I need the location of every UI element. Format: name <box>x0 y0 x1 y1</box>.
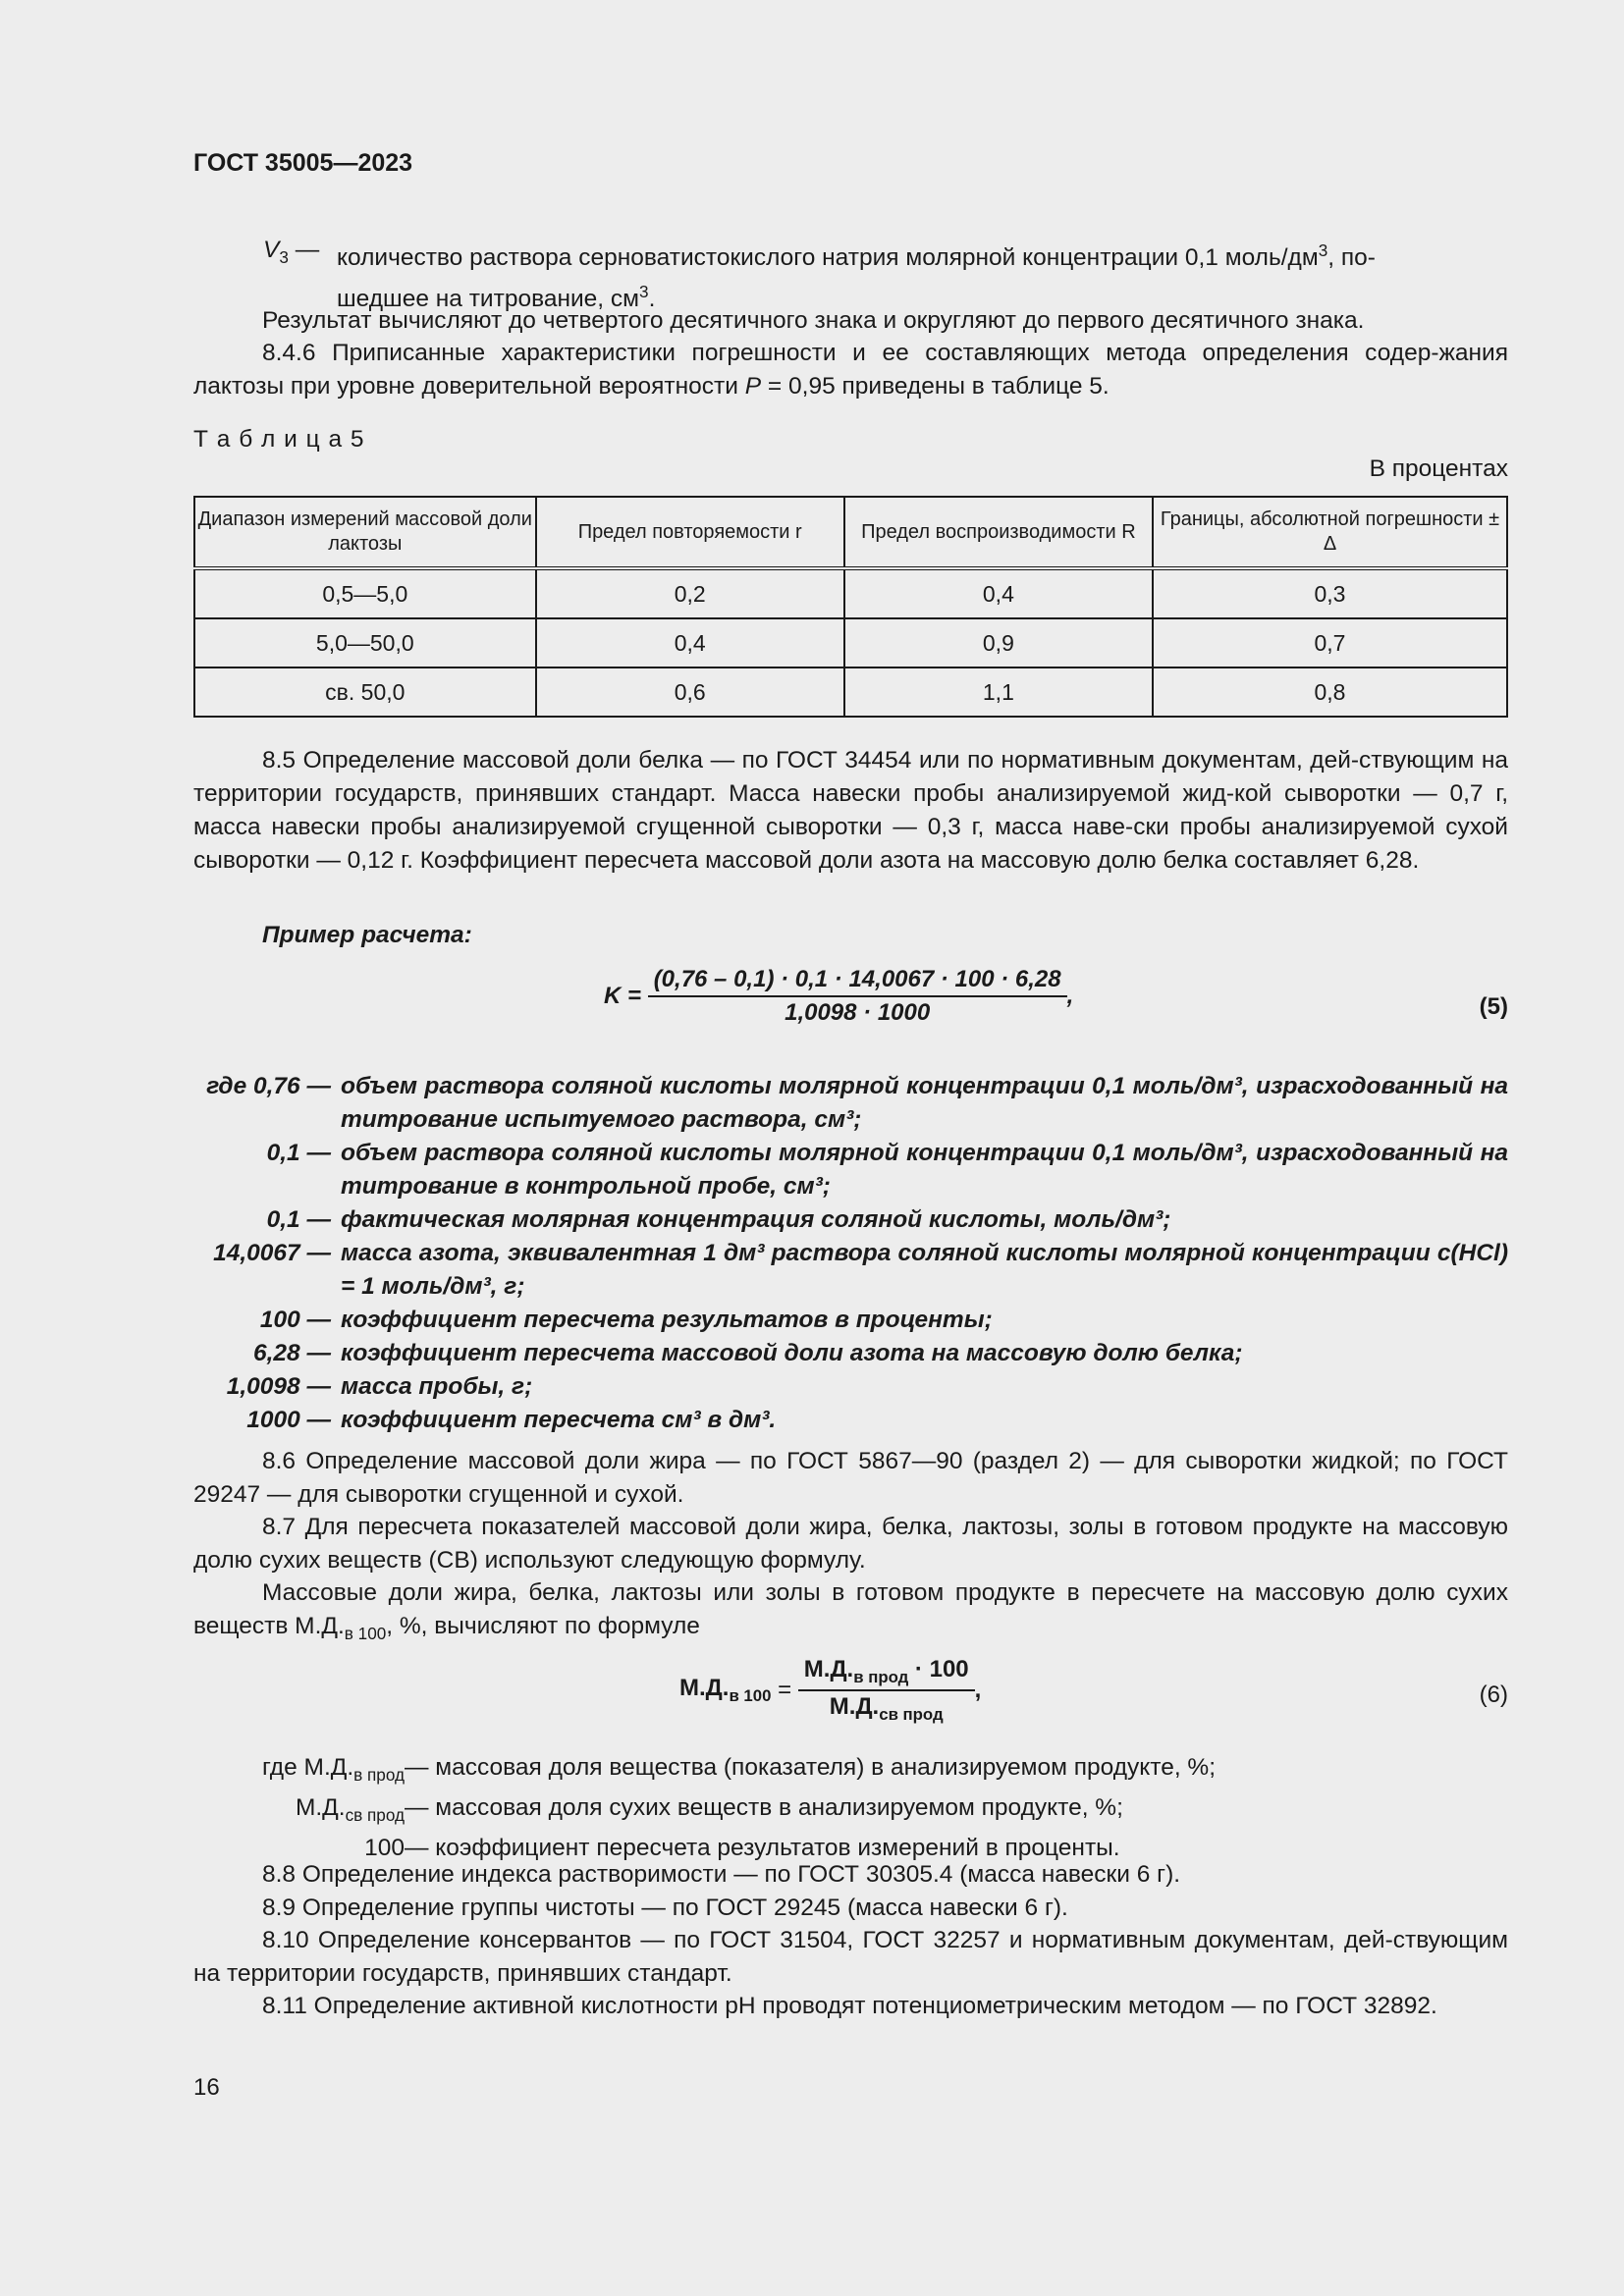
page-number: 16 <box>193 2074 220 2101</box>
paragraph-8-8: 8.8 Определение индекса растворимости — по ГОСТ 30305.4 (масса навески 6 г). <box>262 1861 1181 1888</box>
definition-text: коэффициент пересчета см³ в дм³. <box>341 1407 777 1433</box>
paragraph-8-11: 8.11 Определение активной кислотности pH проводят потенциометрическим методом — по ГОСТ 32892. <box>262 1993 1437 2019</box>
table-5 <box>193 496 1508 718</box>
definition-key-text: 100 <box>364 1834 405 1861</box>
definition-text: масса азота, эквивалентная 1 дм³ раствора соляной кислоты молярной концентрации c(HCl) = 1 моль/дм³, г; <box>341 1240 1508 1300</box>
v3-dash: — <box>295 237 320 263</box>
definition-key: 1,0098 — <box>226 1373 331 1400</box>
mass-sub: в 100 <box>344 1623 387 1643</box>
table-row <box>194 568 1507 618</box>
definition-key: 6,28 — <box>253 1340 331 1366</box>
formula6-lhs <box>679 1674 772 1705</box>
definition-text: — массовая доля вещества (показателя) в анализируемом продукте, %; <box>405 1754 1217 1781</box>
p846-symbol-p: P <box>744 373 762 400</box>
mass-text-b: , %, вычисляют по формуле <box>386 1613 700 1639</box>
table-header-row <box>194 497 1507 568</box>
table-cell: 0,4 <box>844 568 1153 618</box>
table-cell: 0,3 <box>1153 568 1507 618</box>
definition-key: 1000 — <box>246 1407 331 1433</box>
definition-key: 0,1 — <box>266 1140 331 1166</box>
formula5-fraction <box>648 966 1067 1027</box>
definition-key-sub: св прод <box>345 1804 405 1825</box>
paragraph-8-5: 8.5 Определение массовой доли белка — по ГОСТ 34454 или по нормативным документам, дей-ствующим на территории государств, принявших стандарт. Масса навески пробы анализируемой жид-кой сыворотки — 0,7 г, масса навески пробы анализируемой сгущенной сыворотки — 0,3 г, масса наве-ски пробы анализируемой сухой сыворотки — 0,12 г. Коэффициент пересчета массовой доли азота на массовую долю белка составляет 6,28. <box>193 747 1508 874</box>
table-header-cell: Диапазон измерений массовой доли лактозы <box>194 497 536 568</box>
v3-sup-a: 3 <box>1318 240 1328 260</box>
table-caption: Т а б л и ц а 5 <box>193 426 365 453</box>
formula6-definitions <box>193 1751 1508 1872</box>
paragraph-8-9: 8.9 Определение группы чистоты — по ГОСТ 29245 (масса навески 6 г). <box>262 1895 1068 1921</box>
table-cell: 1,1 <box>844 667 1153 717</box>
example-label: Пример расчета: <box>262 922 472 948</box>
table-header-cell: Предел воспроизводимости R <box>844 497 1153 568</box>
definition-item <box>193 1751 1508 1791</box>
formula6-number: (6) <box>1479 1682 1508 1708</box>
formula5-definitions <box>193 1070 1508 1437</box>
formula6-lhs-sub: в 100 <box>729 1685 772 1705</box>
definition-item <box>193 1404 1508 1437</box>
v3-text-a: количество раствора серноватистокислого натрия молярной концентрации 0,1 моль/дм <box>337 244 1319 272</box>
table-cell: 5,0—50,0 <box>194 618 536 667</box>
definition-text: коэффициент пересчета результатов в проценты; <box>341 1307 993 1333</box>
v3-symbol: V <box>263 237 280 263</box>
formula-6 <box>679 1656 981 1725</box>
result-paragraph: Результат вычисляют до четвертого десятичного знака и округляют до первого десятичного знака. <box>262 307 1365 334</box>
definition-item <box>193 1370 1508 1404</box>
definition-key-sub: в прод <box>353 1764 405 1785</box>
paragraph-mass-fractions <box>193 1576 1508 1650</box>
definition-key-text: М.Д. <box>295 1793 346 1821</box>
p846-text-b: = 0,95 приведены в таблице 5. <box>761 373 1110 400</box>
definition-text: объем раствора соляной кислоты молярной концентрации 0,1 моль/дм³, израсходованный на титрование в контрольной пробе, см³; <box>341 1140 1508 1200</box>
p846-text-a: 8.4.6 Приписанные характеристики погрешности и ее составляющих метода определения содер-жания лактозы при уровне доверительной вероятности <box>193 340 1508 400</box>
table-cell: 0,8 <box>1153 667 1507 717</box>
definition-key: где 0,76 — <box>206 1073 331 1099</box>
table-cell: 0,6 <box>536 667 844 717</box>
table-cell: 0,5—5,0 <box>194 568 536 618</box>
definition-text: фактическая молярная концентрация соляной кислоты, моль/дм³; <box>341 1206 1171 1233</box>
definition-text: — коэффициент пересчета результатов измерений в проценты. <box>405 1834 1120 1861</box>
v3-text-c: шедшее на титрование, см <box>337 286 640 313</box>
formula6-tail: , <box>974 1676 982 1703</box>
formula6-eq: = <box>778 1676 792 1703</box>
definition-item <box>193 1304 1508 1337</box>
definition-item <box>193 1791 1508 1832</box>
definition-text: — массовая доля сухих веществ в анализируемом продукте, %; <box>405 1793 1123 1821</box>
v3-text-b: , по- <box>1327 244 1376 272</box>
formula5-denominator: 1,0098 · 1000 <box>785 999 931 1026</box>
definition-key: 14,0067 — <box>213 1240 331 1266</box>
definition-key-text: где М.Д. <box>261 1754 354 1781</box>
table-header-cell: Границы, абсолютной погрешности ± Δ <box>1153 497 1507 568</box>
definition-item <box>193 1203 1508 1237</box>
definition-text: масса пробы, г; <box>341 1373 533 1400</box>
table-row <box>194 667 1507 717</box>
definition-item <box>193 1237 1508 1304</box>
table-cell: 0,4 <box>536 618 844 667</box>
formula6-num-sub: в прод <box>853 1667 909 1686</box>
table-row <box>194 618 1507 667</box>
v3-sub: 3 <box>279 246 289 267</box>
definition-text: коэффициент пересчета массовой доли азота на массовую долю белка; <box>341 1340 1243 1366</box>
formula6-den-sub: св прод <box>879 1704 944 1724</box>
table-cell: 0,2 <box>536 568 844 618</box>
formula6-denominator <box>798 1691 975 1725</box>
table-units: В процентах <box>1369 455 1508 482</box>
table-cell: 0,9 <box>844 618 1153 667</box>
formula6-fraction <box>798 1656 975 1725</box>
table-cell: св. 50,0 <box>194 667 536 717</box>
v3-text-d: . <box>648 286 656 313</box>
definition-text: объем раствора соляной кислоты молярной концентрации 0,1 моль/дм³, израсходованный на титрование испытуемого раствора, см³; <box>341 1073 1508 1133</box>
definition-key: 100 — <box>259 1307 331 1333</box>
formula5-tail: , <box>1066 983 1074 1009</box>
formula5-numerator: (0,76 – 0,1) · 0,1 · 14,0067 · 100 · 6,28 <box>648 966 1067 997</box>
mass-text-a: Массовые доли жира, белка, лактозы или золы в готовом продукте в пересчете на массовую долю сухих веществ М.Д. <box>193 1579 1508 1639</box>
paragraph-8-6: 8.6 Определение массовой доли жира — по ГОСТ 5867—90 (раздел 2) — для сыворотки жидкой; по ГОСТ 29247 — для сыворотки сгущенной и сухой. <box>193 1448 1508 1508</box>
definition-item <box>193 1137 1508 1203</box>
definition-key <box>193 1751 405 1791</box>
formula6-num-tail: · 100 <box>908 1656 969 1682</box>
formula5-number: (5) <box>1479 993 1508 1020</box>
paragraph-8-7: 8.7 Для пересчета показателей массовой доли жира, белка, лактозы, золы в готовом продукте на массовую долю сухих веществ (СВ) используют следующую формулу. <box>193 1514 1508 1574</box>
definition-key <box>193 1791 405 1832</box>
formula6-lhs-text: М.Д. <box>679 1674 730 1701</box>
paragraph-8-4-6 <box>193 337 1508 403</box>
formula6-num-text: М.Д. <box>803 1656 854 1682</box>
definition-item <box>193 1070 1508 1137</box>
document-header: ГОСТ 35005—2023 <box>193 149 413 177</box>
formula5-lhs: K = <box>604 983 642 1009</box>
definition-item <box>193 1337 1508 1370</box>
definition-key: 0,1 — <box>266 1206 331 1233</box>
paragraph-8-10: 8.10 Определение консервантов — по ГОСТ 31504, ГОСТ 32257 и нормативным документам, дей-ствующим на территории государств, принявших стандарт. <box>193 1927 1508 1987</box>
formula-5 <box>604 966 1073 1027</box>
table-cell: 0,7 <box>1153 618 1507 667</box>
table-header-cell: Предел повторяемости r <box>536 497 844 568</box>
formula6-den-text: М.Д. <box>829 1692 880 1720</box>
v3-sup-c: 3 <box>639 282 649 302</box>
formula6-numerator <box>798 1656 975 1691</box>
